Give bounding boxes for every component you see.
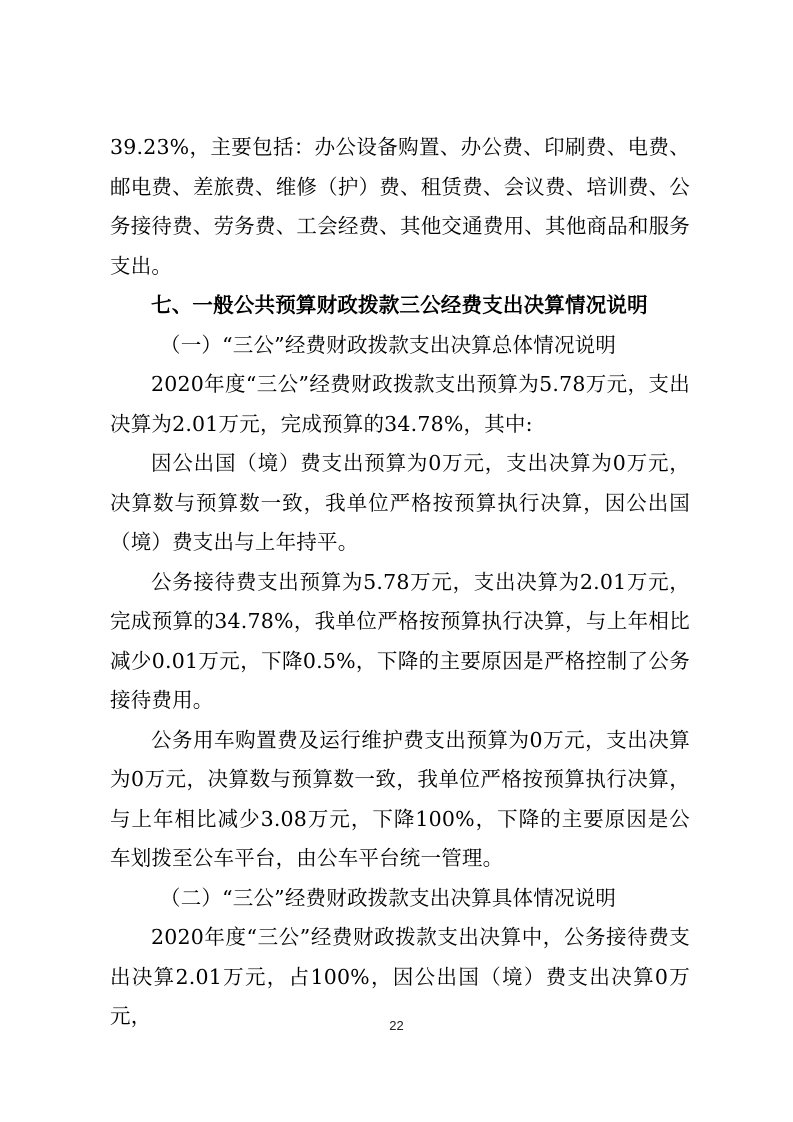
paragraph-continued-expenses: 39.23%，主要包括：办公设备购置、办公费、印刷费、电费、邮电费、差旅费、维修（护）费、租赁费、会议费、培训费、公务接待费、劳务费、工会经费、其他交通费用、其他商品和服务支出。: [110, 135, 690, 278]
paragraph-budget-summary: 2020年度“三公”经费财政拨款支出预算为5.78万元，支出决算为2.01万元，完成预算的34.78%，其中:: [110, 372, 690, 436]
paragraph-official-vehicles: 公务用车购置费及运行维护费支出预算为0万元，支出决算为0万元，决算数与预算数一致，我单位严格按预算执行决算，与上年相比减少3.08万元，下降100%，下降的主要原因是公车划拨至公车平台，由公车平台统一管理。: [110, 727, 690, 870]
section-heading-seven: 七、一般公共预算财政拨款三公经费支出决算情况说明: [151, 293, 648, 317]
paragraph-overseas-travel: 因公出国（境）费支出预算为0万元，支出决算为0万元，决算数与预算数一致，我单位严格按预算执行决算，因公出国（境）费支出与上年持平。: [110, 451, 690, 554]
page-number: 22: [389, 1018, 404, 1033]
subsection-heading-overall: （一）“三公”经费财政拨款支出决算总体情况说明: [160, 332, 617, 357]
paragraph-official-reception: 公务接待费支出预算为5.78万元，支出决算为2.01万元，完成预算的34.78%，我单位严格按预算执行决算，与上年相比减少0.01万元，下降0.5%，下降的主要原因是严格控制了公务接待费用。: [110, 569, 690, 712]
subsection-heading-details: （二）“三公”经费财政拨款支出决算具体情况说明: [160, 885, 617, 910]
page-body: [110, 128, 690, 1037]
paragraph-detail-breakdown: 2020年度“三公”经费财政拨款支出决算中，公务接待费支出决算2.01万元，占100%，因公出国（境）费支出决算0万元，: [110, 925, 690, 1028]
